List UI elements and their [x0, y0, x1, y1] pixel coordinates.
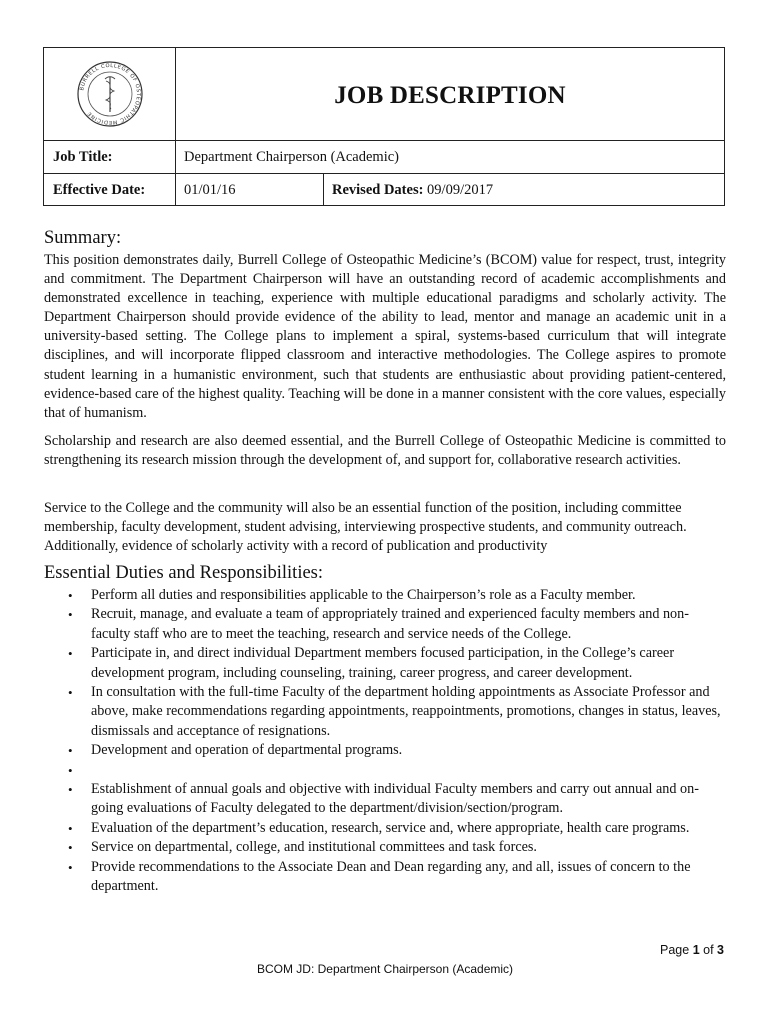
- duties-list: [44, 586, 726, 896]
- duty-item: • Participate in, and direct individual Department members focused participation, in the College’s career development program, including counseling, training, career progress, and career development.: [68, 645, 675, 681]
- document-title-cell: [176, 48, 724, 140]
- effective-date-label: Effective Date:: [44, 174, 176, 205]
- duty-item: • In consultation with the full-time Faculty of the department holding appointments as Associate Professor and above, make recommendations regarding appointments, reappointments, promotions, changes in status, leaves, dismissals and acceptance of resignations.: [68, 684, 721, 739]
- bullet-icon: •: [68, 743, 73, 759]
- duty-item-empty: [44, 761, 726, 780]
- duty-item: • Establishment of annual goals and objective with individual Faculty members and carry out annual and on-going evaluations of Faculty delegated to the department/division/section/program.: [68, 781, 699, 817]
- duties-heading: Essential Duties and Responsibilities:: [44, 563, 324, 583]
- bullet-icon: •: [68, 820, 73, 836]
- bullet-icon: •: [68, 588, 73, 603]
- summary-paragraph-2: Scholarship and research are also deemed essential, and the Burrell College of Osteopathic Medicine is committed to strengthening its research mission through the development of, and support for, collaborative research activities.: [44, 433, 726, 469]
- summary-paragraph-3: Service to the College and the community will also be an essential function of the position, including committee membership, faculty development, student advising, interviewing prospective students, and community outreach. Additionally, evidence of scholarly activity with a record of publication and productivity: [44, 500, 687, 555]
- college-seal-logo: [44, 48, 176, 140]
- header-table: [43, 47, 725, 206]
- page-number: Page 1 of 3: [660, 943, 724, 957]
- revised-dates: [324, 174, 724, 205]
- summary-paragraph-1: This position demonstrates daily, Burrell College of Osteopathic Medicine’s (BCOM) value for respect, trust, integrity and commitment. The Department Chairperson will have an outstanding record of academic accomplishments and demonstrated excellence in teaching, experience with multiple educational paradigms and scholarly activity. The Department Chairperson should provide evidence of the ability to lead, mentor and manage an academic unit in a university-based setting. The College plans to implement a spiral, systems-based curriculum that will integrate disciplines, and will incorporate flipped classroom and interactive methodologies. The College aspires to promote student learning in a humanistic environment, such that students are enthusiastic about providing patient-centered, evidence-based care of the highest quality. Teaching will be done in a manner consistent with the core values, especially that of humanism.: [44, 252, 726, 421]
- page-footer: BCOM JD: Department Chairperson (Academic): [256, 962, 514, 976]
- bullet-icon: •: [68, 859, 73, 875]
- bullet-icon: •: [68, 840, 73, 856]
- revised-dates-value: 09/09/2017: [427, 182, 494, 198]
- duty-item: • Recruit, manage, and evaluate a team of appropriately trained and experienced faculty members and non-faculty staff who are to meet the teaching, research and service needs of the College.: [68, 606, 689, 642]
- svg-text:BURRELL COLLEGE OF OSTEOPATHIC: BURRELL COLLEGE OF OSTEOPATHIC MEDICINE: [78, 62, 141, 126]
- duty-item: • Development and operation of departmental programs.: [44, 741, 726, 760]
- duty-item: • Evaluation of the department’s education, research, service and, where appropriate, health care programs.: [44, 819, 726, 838]
- duty-item: • Provide recommendations to the Associate Dean and Dean regarding any, and all, issues of concern to the department.: [68, 858, 691, 895]
- revised-dates-label: Revised Dates:: [332, 182, 424, 198]
- summary-heading: Summary:: [44, 228, 122, 248]
- bullet-icon: •: [68, 685, 73, 701]
- job-title-label: Job Title:: [44, 141, 176, 173]
- bullet-icon: •: [68, 646, 73, 662]
- bullet-icon: •: [68, 782, 73, 798]
- effective-date-value: 01/01/16: [176, 174, 324, 205]
- job-title-value: Department Chairperson (Academic): [184, 149, 399, 165]
- duty-item: • Service on departmental, college, and institutional committees and task forces.: [44, 838, 726, 857]
- bullet-icon: •: [68, 607, 73, 623]
- bullet-icon: •: [68, 762, 73, 778]
- document-title: JOB DESCRIPTION: [334, 82, 566, 109]
- college-seal-icon: [75, 59, 145, 129]
- duty-item: • Perform all duties and responsibilities applicable to the Chairperson’s role as a Faculty member.: [44, 586, 726, 605]
